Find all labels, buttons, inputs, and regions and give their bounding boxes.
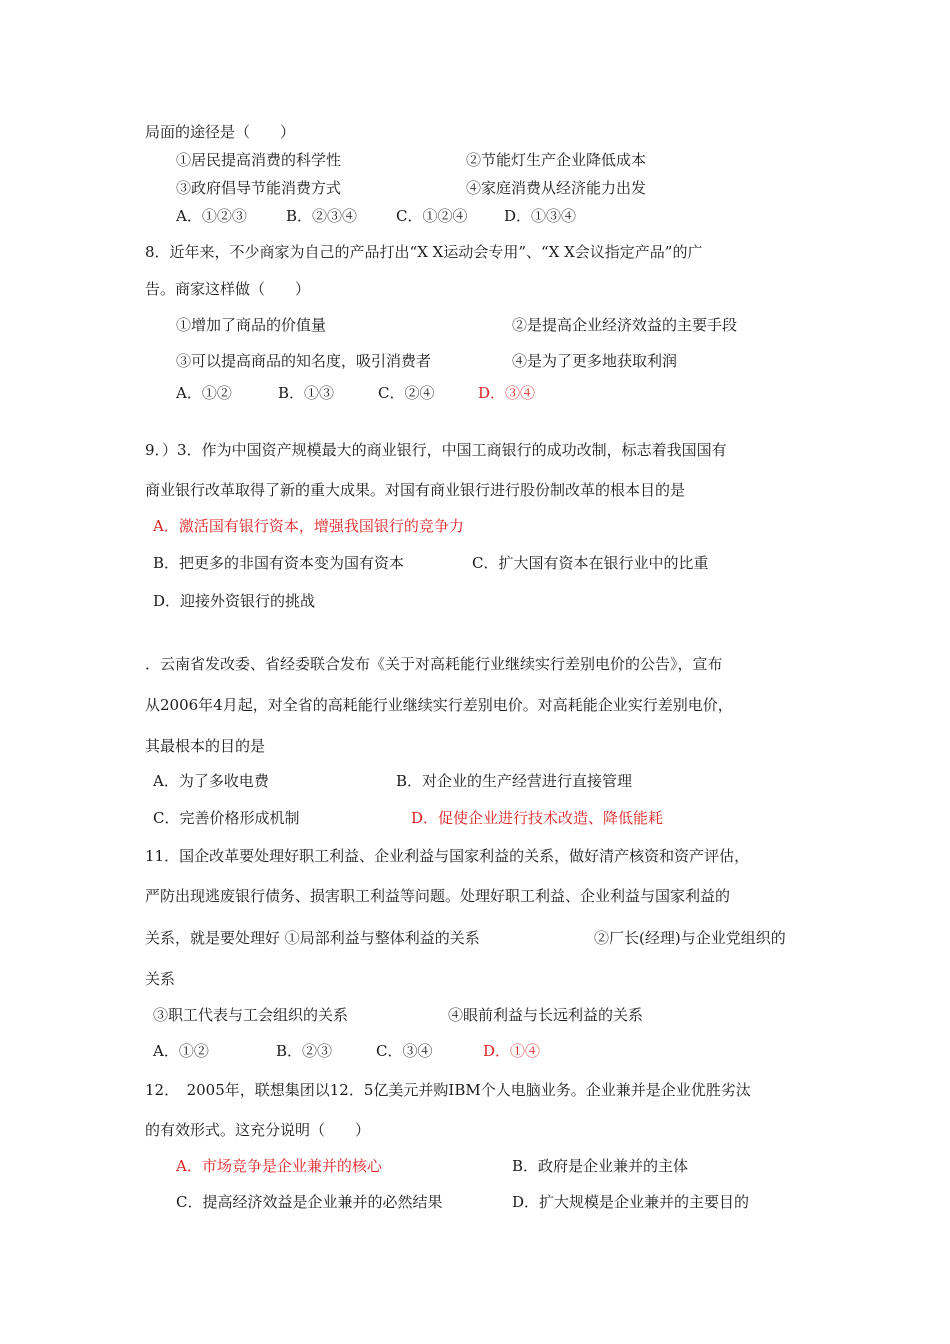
q12-stem-line-1: 12． 2005年，联想集团以12．5亿美元并购IBM个人电脑业务。企业兼并是企业优胜劣汰 [145,1081,751,1099]
q11-stem-line-1: 11．国企改革要处理好职工利益、企业利益与国家利益的关系，做好清产核资和资产评估， [145,847,750,865]
q11-choice-d-answer: D．①④ [483,1042,541,1060]
q8-choice-d-answer: D．③④ [478,384,536,402]
q8-option-2: ②是提高企业经济效益的主要手段 [512,316,738,334]
q11-stem-line-4: 关系 [145,970,176,988]
q9-option-a-answer: A．激活国有银行资本，增强我国银行的竞争力 [153,517,464,535]
q11-stem-line-3b: ②厂长(经理)与企业党组织的 [594,929,786,947]
q7-option-3: ③政府倡导节能消费方式 [176,179,342,197]
q7-choice-b: B．②③④ [286,207,358,225]
q7-stem-tail: 局面的途径是（ ） [145,123,296,141]
q7-option-1: ①居民提高消费的科学性 [176,151,342,169]
q10-option-a: A．为了多收电费 [153,772,269,790]
q11-option-3: ③职工代表与工会组织的关系 [153,1006,349,1024]
q7-choice-c: C．①②④ [396,207,468,225]
q10-stem-line-1: ．云南省发改委、省经委联合发布《关于对高耗能行业继续实行差别电价的公告》，宣布 [145,655,723,673]
q10-option-c: C．完善价格形成机制 [153,809,300,827]
q10-stem-line-2: 从2006年4月起，对全省的高耗能行业继续实行差别电价。对高耗能企业实行差别电价， [145,696,733,714]
q9-stem-line-2: 商业银行改革取得了新的重大成果。对国有商业银行进行股份制改革的根本目的是 [145,481,686,499]
q9-option-b: B．把更多的非国有资本变为国有资本 [153,554,405,572]
q8-choice-b: B．①③ [278,384,335,402]
q11-stem-line-2: 严防出现逃废银行债务、损害职工利益等问题。处理好职工利益、企业利益与国家利益的 [145,887,731,905]
q7-choice-d: D．①③④ [504,207,577,225]
q7-option-4: ④家庭消费从经济能力出发 [466,179,647,197]
q11-choice-c: C．③④ [376,1042,433,1060]
q8-choice-c: C．②④ [378,384,435,402]
q12-option-a-answer: A．市场竞争是企业兼并的核心 [176,1157,382,1175]
q12-option-b: B．政府是企业兼并的主体 [512,1157,689,1175]
q11-stem-line-3a: 关系，就是要处理好 ①局部利益与整体利益的关系 [145,929,480,947]
q7-option-2: ②节能灯生产企业降低成本 [466,151,647,169]
q8-option-1: ①增加了商品的价值量 [176,316,327,334]
q11-option-4: ④眼前利益与长远利益的关系 [448,1006,644,1024]
q8-stem-line-2: 告。商家这样做（ ） [145,280,311,298]
q10-stem-line-3: 其最根本的目的是 [145,737,266,755]
q9-option-c: C．扩大国有资本在银行业中的比重 [472,554,709,572]
q8-option-4: ④是为了更多地获取利润 [512,352,678,370]
q11-choice-b: B．②③ [276,1042,333,1060]
q10-option-d-answer: D．促使企业进行技术改造、降低能耗 [411,809,664,827]
q8-stem-line-1: 8．近年来，不少商家为自己的产品打出“X X运动会专用”、“X X会议指定产品”的广 [145,243,703,261]
q12-option-c: C．提高经济效益是企业兼并的必然结果 [176,1193,443,1211]
q12-option-d: D．扩大规模是企业兼并的主要目的 [512,1193,750,1211]
q8-option-3: ③可以提高商品的知名度，吸引消费者 [176,352,432,370]
q9-option-d: D．迎接外资银行的挑战 [153,592,316,610]
q11-choice-a: A．①② [153,1042,209,1060]
q10-option-b: B．对企业的生产经营进行直接管理 [396,772,633,790]
q9-stem-line-1: 9．）3．作为中国资产规模最大的商业银行，中国工商银行的成功改制，标志着我国国有 [145,441,727,459]
q7-choice-a: A．①②③ [176,207,247,225]
q12-stem-line-2: 的有效形式。这充分说明（ ） [145,1121,371,1139]
q8-choice-a: A．①② [176,384,232,402]
